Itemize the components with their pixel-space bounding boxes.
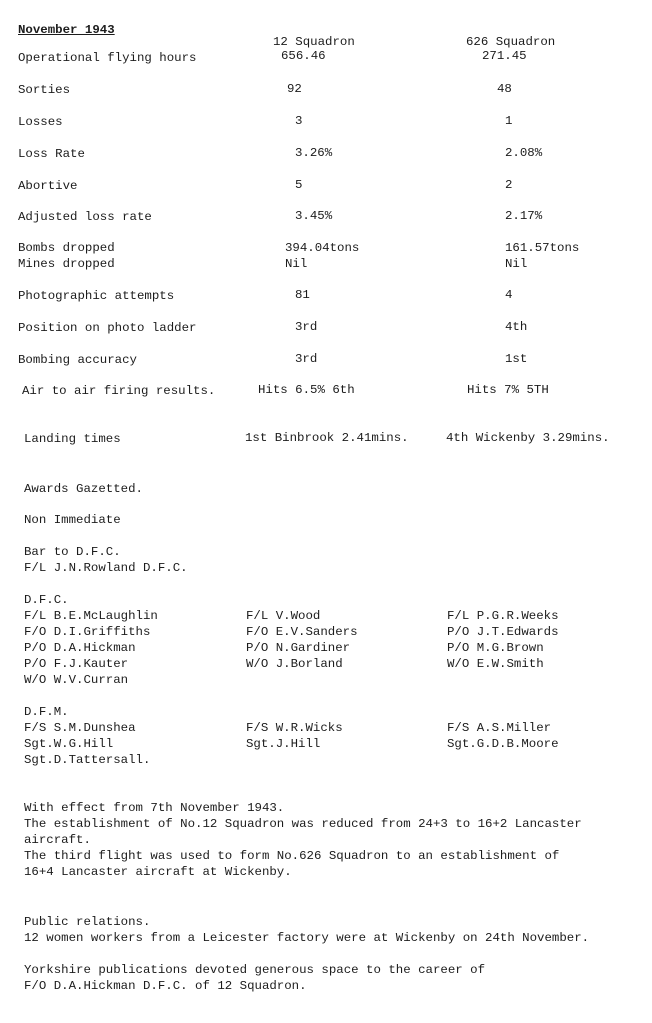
dfm-name: F/S W.R.Wicks — [246, 721, 343, 735]
stat-value-626: 2.08% — [505, 146, 543, 160]
dfm-heading: D.F.M. — [24, 705, 69, 719]
publications-note — [24, 962, 485, 994]
dfc-name: W/O E.W.Smith — [447, 657, 544, 671]
stat-label: Bombing accuracy — [18, 353, 137, 367]
dfc-name: W/O J.Borland — [246, 657, 343, 671]
column-header-626-squadron: 626 Squadron — [466, 35, 556, 49]
dfc-name: P/O J.T.Edwards — [447, 625, 559, 639]
stat-label: Photographic attempts — [18, 289, 175, 303]
page-title: November 1943 — [18, 23, 115, 37]
dfc-heading: D.F.C. — [24, 593, 69, 607]
dfm-name: Sgt.J.Hill — [246, 737, 321, 751]
dfc-name: F/L V.Wood — [246, 609, 321, 623]
paragraph-line: Yorkshire publications devoted generous space to the career of — [24, 963, 486, 977]
stat-value-12: 656.46 — [281, 49, 326, 63]
stat-value-12: Nil — [285, 257, 308, 271]
stat-value-626: 1 — [505, 114, 513, 128]
stat-value-626: 1st — [505, 352, 528, 366]
dfc-name: P/O F.J.Kauter — [24, 657, 129, 671]
stat-value-626: 271.45 — [482, 49, 527, 63]
paragraph-line: The establishment of No.12 Squadron was reduced from 24+3 to 16+2 Lancaster — [24, 817, 582, 831]
dfc-name: F/L P.G.R.Weeks — [447, 609, 559, 623]
paragraph-line: aircraft. — [24, 833, 91, 847]
public-relations-section — [24, 914, 589, 946]
stat-value-626: Hits 7% 5TH — [467, 383, 549, 397]
stat-label: Abortive — [18, 179, 78, 193]
stat-value-12: 3rd — [295, 320, 318, 334]
stat-value-12: 3 — [295, 114, 303, 128]
paragraph-line: The third flight was used to form No.626 Squadron to an establishment of — [24, 849, 560, 863]
stat-label: Air to air firing results. — [22, 384, 216, 398]
paragraph-line: F/O D.A.Hickman D.F.C. of 12 Squadron. — [24, 979, 307, 993]
stat-value-626: 4 — [505, 288, 513, 302]
dfc-name: F/O D.I.Griffiths — [24, 625, 151, 639]
dfm-name: Sgt.D.Tattersall. — [24, 753, 151, 767]
dfm-name: F/S A.S.Miller — [447, 721, 552, 735]
public-relations-heading: Public relations. — [24, 915, 151, 929]
stat-value-12: 3.45% — [295, 209, 333, 223]
stat-label: Landing times — [24, 432, 121, 446]
dfc-name: P/O M.G.Brown — [447, 641, 544, 655]
stat-value-626: 48 — [497, 82, 512, 96]
stat-label: Adjusted loss rate — [18, 210, 152, 224]
stat-label: Bombs dropped — [18, 241, 115, 255]
stat-label: Losses — [18, 115, 63, 129]
stat-value-626: 4th Wickenby 3.29mins. — [446, 431, 610, 445]
stat-label: Loss Rate — [18, 147, 85, 161]
dfc-name: F/L B.E.McLaughlin — [24, 609, 158, 623]
stat-value-12: 92 — [287, 82, 302, 96]
stat-label: Operational flying hours — [18, 51, 197, 65]
paragraph-line: 12 women workers from a Leicester factory were at Wickenby on 24th November. — [24, 931, 590, 945]
stat-value-626: 2 — [505, 178, 513, 192]
awards-heading: Awards Gazetted. — [24, 482, 143, 496]
dfm-name: F/S S.M.Dunshea — [24, 721, 136, 735]
dfm-name: Sgt.G.D.B.Moore — [447, 737, 559, 751]
stat-value-12: Hits 6.5% 6th — [258, 383, 355, 397]
stat-value-12: 394.04tons — [285, 241, 360, 255]
dfm-name: Sgt.W.G.Hill — [24, 737, 114, 751]
paragraph-line: 16+4 Lancaster aircraft at Wickenby. — [24, 865, 292, 879]
stat-value-12: 3.26% — [295, 146, 333, 160]
stat-value-626: Nil — [505, 257, 528, 271]
column-header-12-squadron: 12 Squadron — [273, 35, 355, 49]
dfc-name: P/O D.A.Hickman — [24, 641, 136, 655]
stat-label: Sorties — [18, 83, 71, 97]
dfc-name: P/O N.Gardiner — [246, 641, 351, 655]
stat-value-626: 2.17% — [505, 209, 543, 223]
dfc-name: F/O E.V.Sanders — [246, 625, 358, 639]
stat-value-626: 4th — [505, 320, 528, 334]
establishment-paragraph — [24, 800, 582, 880]
awards-subheading: Non Immediate — [24, 513, 121, 527]
stat-value-12: 5 — [295, 178, 303, 192]
dfc-name: W/O W.V.Curran — [24, 673, 129, 687]
stat-value-12: 81 — [295, 288, 310, 302]
bar-dfc-heading: Bar to D.F.C. — [24, 545, 121, 559]
stat-label: Position on photo ladder — [18, 321, 197, 335]
stat-value-626: 161.57tons — [505, 241, 580, 255]
paragraph-line: With effect from 7th November 1943. — [24, 801, 285, 815]
stat-value-12: 1st Binbrook 2.41mins. — [245, 431, 409, 445]
bar-dfc-name: F/L J.N.Rowland D.F.C. — [24, 561, 188, 575]
stat-value-12: 3rd — [295, 352, 318, 366]
stat-label: Mines dropped — [18, 257, 115, 271]
